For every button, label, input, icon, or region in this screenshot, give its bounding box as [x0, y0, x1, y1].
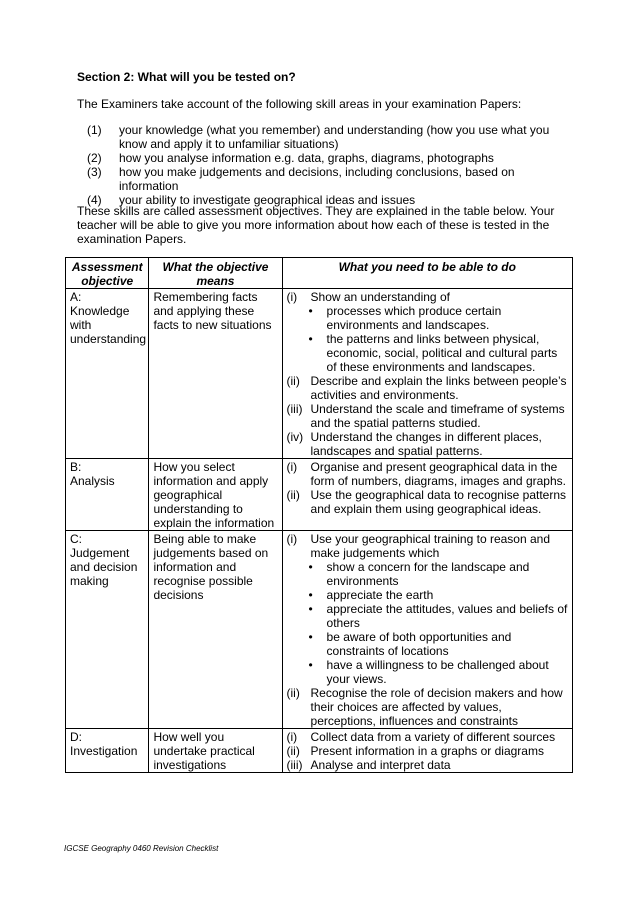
item-label: (ii) — [286, 744, 300, 758]
header-assessment-objective: Assessment objective — [66, 258, 149, 289]
requirements-cell — [282, 289, 572, 459]
objective-line: with — [70, 318, 92, 332]
explanation-paragraph: These skills are called assessment objectives. They are explained in the table below. Your teacher will be able to give you more information about how each of these is tested in the examination Papers. — [77, 204, 555, 246]
list-item: (4) your ability to investigate geographical ideas and issues — [87, 193, 416, 207]
section-heading: Section 2: What will you be tested on? — [77, 70, 296, 84]
list-item: (2) how you analyse information e.g. data, graphs, diagrams, photographs — [87, 151, 494, 165]
item-label: (i) — [286, 460, 298, 474]
objective-cell — [66, 531, 149, 729]
requirement-item — [287, 686, 568, 728]
bullet-icon: • — [308, 602, 313, 616]
requirement-item — [287, 488, 568, 516]
means-cell: Remembering facts and applying these facts to new situations — [149, 289, 282, 459]
bullet-icon: • — [308, 304, 313, 318]
item-text: Use the geographical data to recognise patterns and explain them using geographical ideas. — [310, 488, 567, 516]
bullet-icon: • — [308, 560, 313, 574]
item-label: (ii) — [286, 686, 300, 700]
bullet-item — [287, 560, 568, 588]
intro-text: The Examiners take account of the following skill areas in your examination Papers: — [77, 97, 522, 111]
requirement-item — [287, 430, 568, 458]
table-header-row — [66, 258, 573, 289]
bullet-item — [287, 332, 568, 374]
assessment-objectives-table — [65, 257, 573, 773]
means-cell: How well you undertake practical investigations — [149, 729, 282, 773]
bullet-icon: • — [308, 658, 313, 672]
bullet-item — [287, 630, 568, 658]
table-row — [66, 459, 573, 531]
objective-cell — [66, 459, 149, 531]
objective-line: D: — [70, 730, 82, 744]
bullet-text: have a willingness to be challenged about your views. — [326, 658, 549, 686]
item-text: Use your geographical training to reason and make judgements which — [310, 532, 550, 560]
objective-line: A: — [70, 290, 82, 304]
item-label: (ii) — [286, 488, 300, 502]
item-label: (iii) — [286, 758, 303, 772]
page-footer: IGCSE Geography 0460 Revision Checklist — [64, 844, 219, 853]
bullet-icon: • — [308, 588, 313, 602]
requirement-item — [287, 532, 568, 560]
requirement-item — [287, 730, 568, 744]
requirement-item — [287, 402, 568, 430]
item-text: Understand the scale and timeframe of systems and the spatial patterns studied. — [310, 402, 565, 430]
header-what-to-do: What you need to be able to do — [282, 258, 572, 289]
item-label: (iii) — [286, 402, 303, 416]
table-row — [66, 729, 573, 773]
bullet-item — [287, 304, 568, 332]
requirement-item — [287, 460, 568, 488]
requirements-cell — [282, 729, 572, 773]
bullet-text: appreciate the attitudes, values and beliefs of others — [326, 602, 568, 630]
item-label: (i) — [286, 730, 298, 744]
objective-line: and decision — [70, 560, 138, 574]
item-text: Organise and present geographical data in the form of numbers, diagrams, images and graphs. — [310, 460, 566, 488]
requirement-item — [287, 374, 568, 402]
objective-line: B: — [70, 460, 82, 474]
item-text: Analyse and interpret data — [310, 758, 451, 772]
requirement-item — [287, 744, 568, 758]
item-text: Describe and explain the links between people’s activities and environments. — [310, 374, 567, 402]
objective-line: Knowledge — [70, 304, 130, 318]
objective-line: understanding — [70, 332, 147, 346]
requirements-cell — [282, 531, 572, 729]
objective-line: Investigation — [70, 744, 138, 758]
item-label: (i) — [286, 290, 298, 304]
means-cell: How you select information and apply geographical understanding to explain the information — [149, 459, 282, 531]
item-text: Understand the changes in different places, landscapes and spatial patterns. — [310, 430, 542, 458]
list-item: (3) how you make judgements and decisions, including conclusions, based on information — [87, 165, 515, 193]
table-row — [66, 531, 573, 729]
bullet-item — [287, 658, 568, 686]
objective-line: C: — [70, 532, 82, 546]
bullet-item — [287, 602, 568, 630]
bullet-text: appreciate the earth — [326, 588, 434, 602]
item-label: (iv) — [286, 430, 304, 444]
objective-line: making — [70, 574, 109, 588]
objective-line: Judgement — [70, 546, 130, 560]
item-label: (i) — [286, 532, 298, 546]
requirement-item — [287, 290, 568, 304]
list-item: (1) your knowledge (what you remember) and understanding (how you use what you know and apply it to unfamiliar situations) — [87, 123, 550, 151]
item-text: Present information in a graphs or diagrams — [310, 744, 544, 758]
bullet-text: the patterns and links between physical, economic, social, political and cultural parts of these environments and landscapes. — [326, 332, 558, 374]
bullet-icon: • — [308, 332, 313, 346]
bullet-text: show a concern for the landscape and environments — [326, 560, 530, 588]
bullet-text: be aware of both opportunities and constraints of locations — [326, 630, 512, 658]
item-label: (ii) — [286, 374, 300, 388]
objective-line: Analysis — [70, 474, 115, 488]
objective-cell — [66, 729, 149, 773]
item-text: Collect data from a variety of different sources — [310, 730, 556, 744]
bullet-icon: • — [308, 630, 313, 644]
item-text: Recognise the role of decision makers and how their choices are affected by values, perceptions, influences and constraints — [310, 686, 563, 728]
bullet-text: processes which produce certain environments and landscapes. — [326, 304, 502, 332]
item-text: Show an understanding of — [310, 290, 450, 304]
objective-cell — [66, 289, 149, 459]
requirements-cell — [282, 459, 572, 531]
table-row — [66, 289, 573, 459]
header-objective-means: What the objective means — [149, 258, 282, 289]
skill-areas-list — [77, 123, 577, 207]
requirement-item — [287, 758, 568, 772]
bullet-item — [287, 588, 568, 602]
means-cell: Being able to make judgements based on information and recognise possible decisions — [149, 531, 282, 729]
